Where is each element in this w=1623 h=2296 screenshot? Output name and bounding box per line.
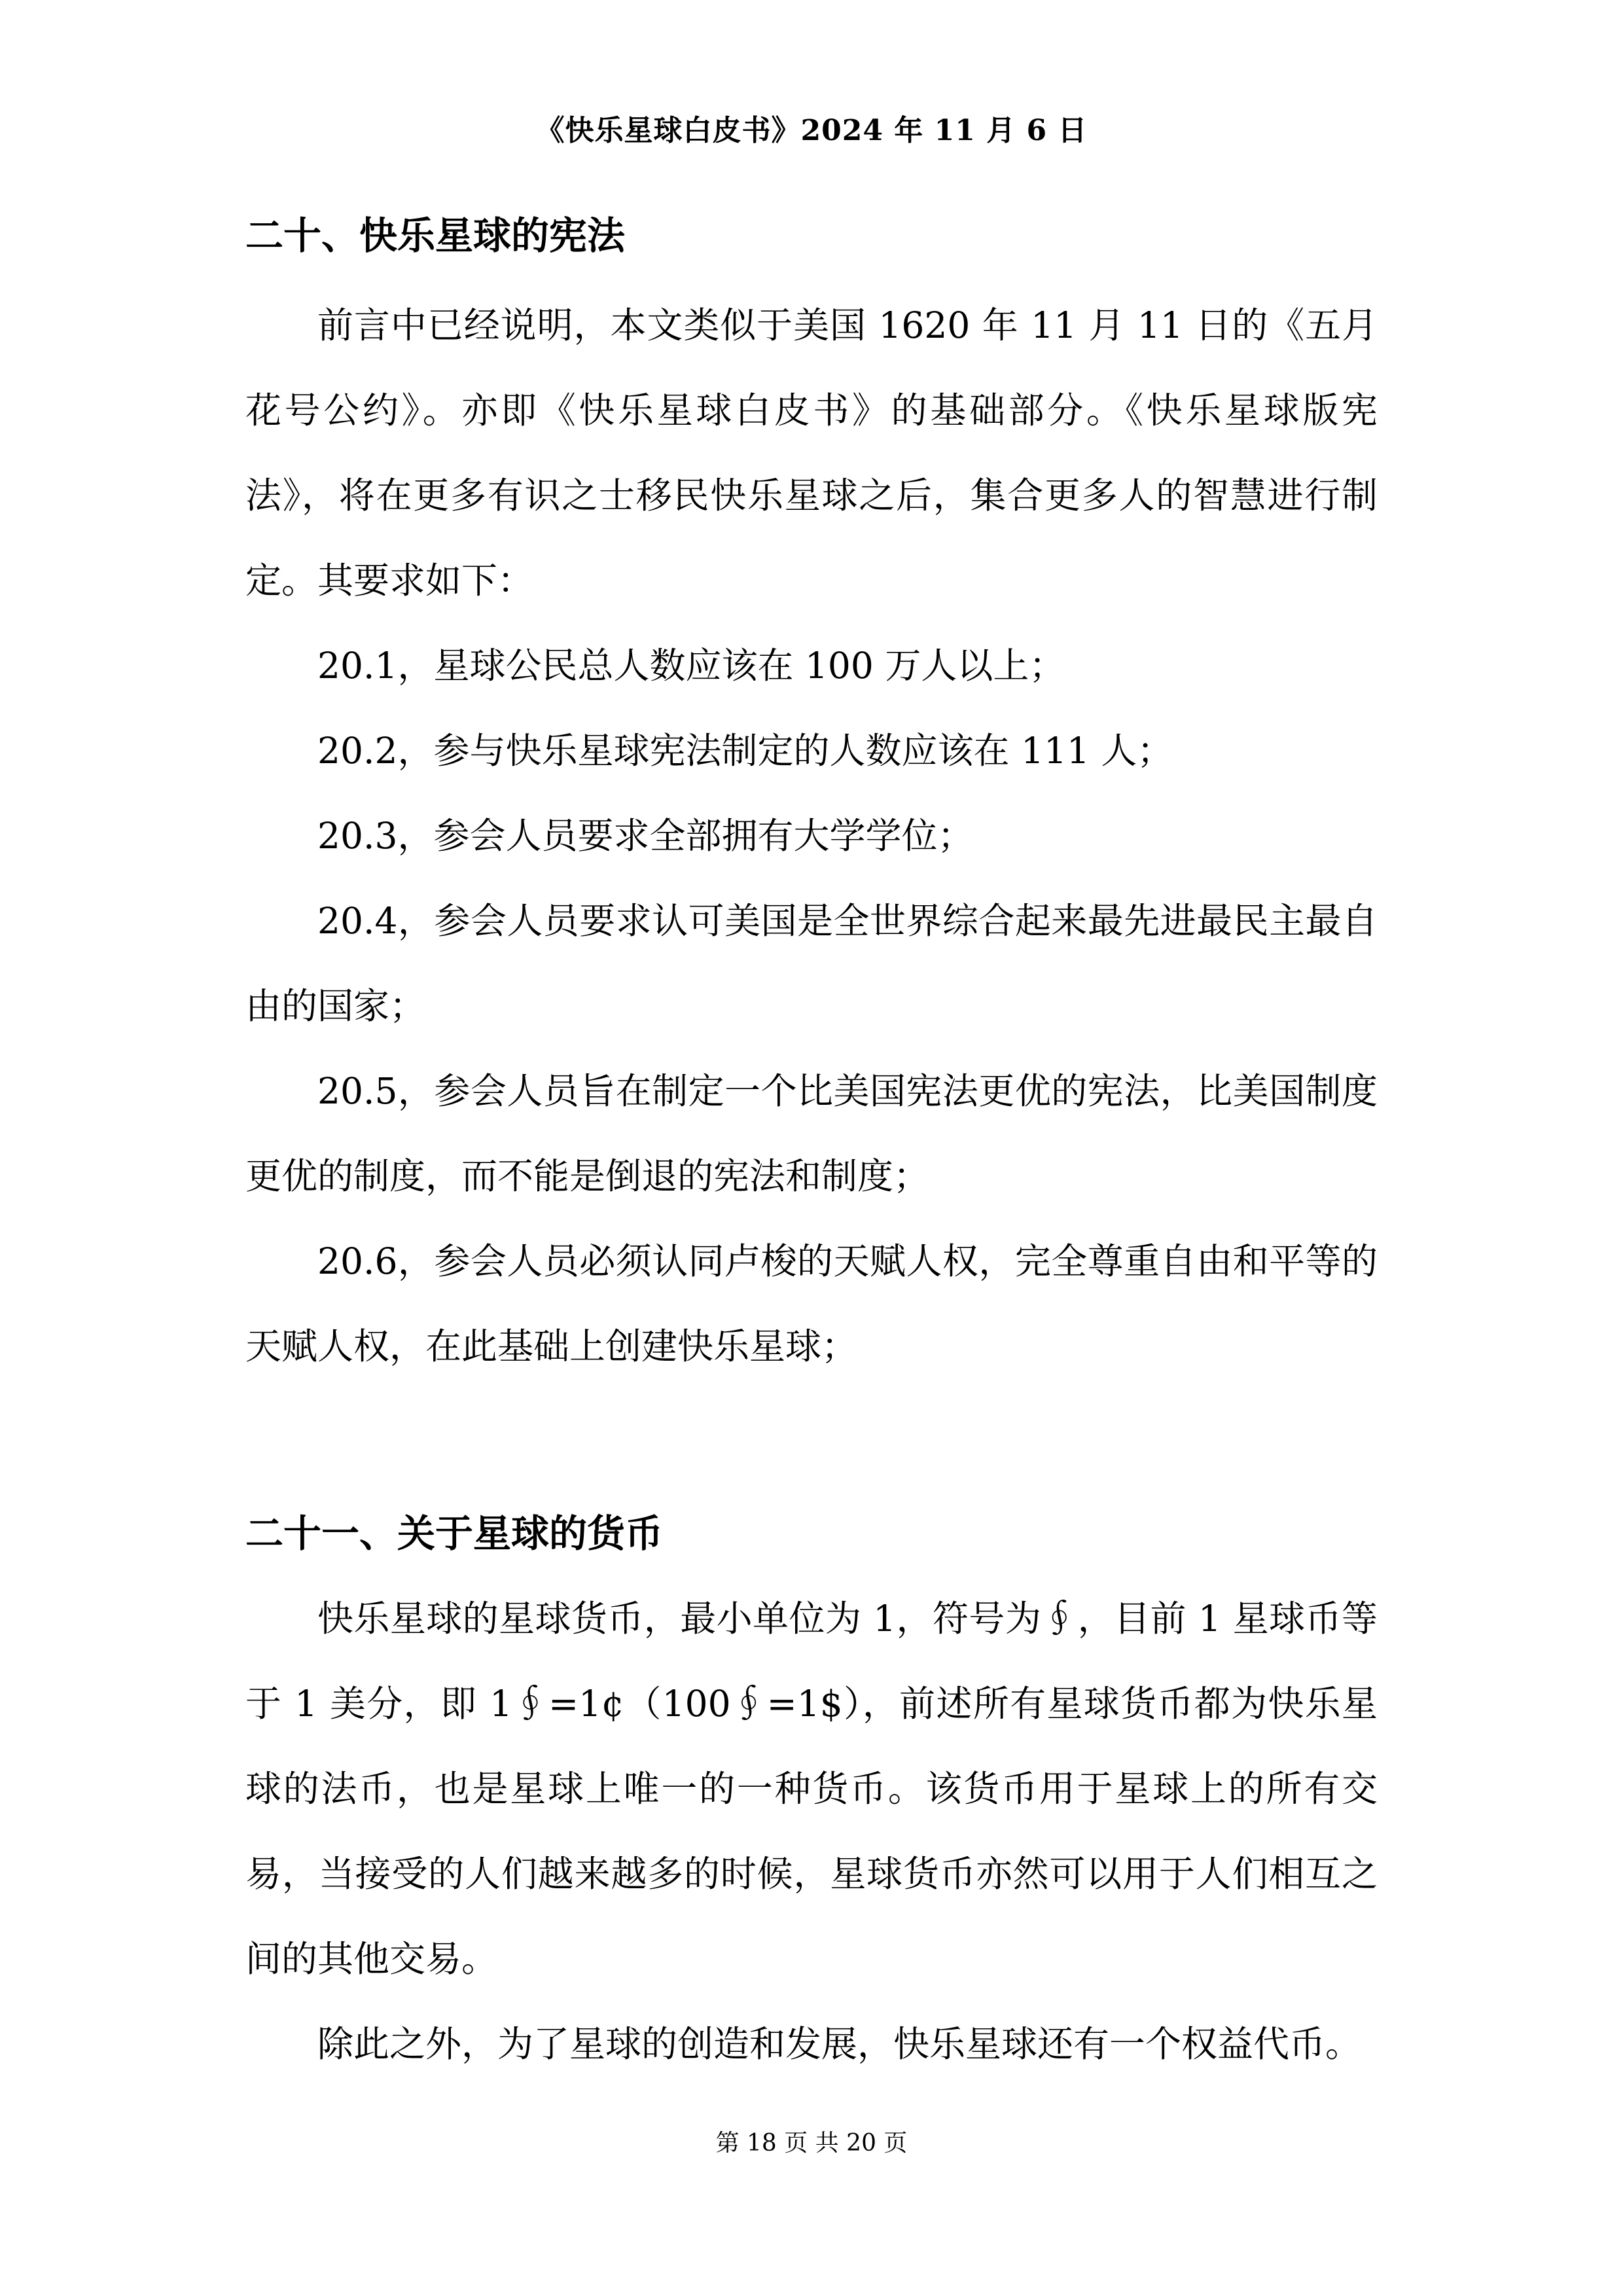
section-20-body bbox=[245, 283, 1378, 1389]
section-21-body bbox=[245, 1576, 1378, 2087]
section-21-paragraph-2: 除此之外，为了星球的创造和发展，快乐星球还有一个权益代币。 bbox=[317, 2023, 1362, 2065]
section-20-heading: 二十、快乐星球的宪法 bbox=[245, 213, 626, 258]
clause-20-2: 20.2，参与快乐星球宪法制定的人数应该在 111 人； bbox=[317, 730, 1173, 772]
clause-20-3: 20.3，参会人员要求全部拥有大学学位； bbox=[317, 815, 974, 857]
clause-20-4: 20.4，参会人员要求认可美国是全世界综合起来最先进最民主最自由的国家； bbox=[245, 900, 1378, 1027]
section-21-paragraph-1: 快乐星球的星球货币，最小单位为 1，符号为∮，目前 1 星球币等于 1 美分，即 1∮=1¢（100∮=1$），前述所有星球货币都为快乐星球的法币，也是星球上唯一的一种货币。该货币用于星球上的所有交易，当接受的人们越来越多的时候，星球货币亦然可以用于人们相互之间的其他交易。 bbox=[245, 1598, 1378, 1980]
clause-20-5: 20.5，参会人员旨在制定一个比美国宪法更优的宪法，比美国制度更优的制度，而不能是倒退的宪法和制度； bbox=[245, 1070, 1378, 1197]
page-header-title: 《快乐星球白皮书》2024 年 11 月 6 日 bbox=[535, 114, 1088, 147]
section-20-intro-paragraph: 前言中已经说明，本文类似于美国 1620 年 11 月 11 日的《五月花号公约》。亦即《快乐星球白皮书》的基础部分。《快乐星球版宪法》，将在更多有识之士移民快乐星球之后，集合更多人的智慧进行制定。其要求如下： bbox=[245, 304, 1378, 601]
section-21-heading: 二十一、关于星球的货币 bbox=[245, 1511, 664, 1556]
page-number-footer: 第 18 页 共 20 页 bbox=[715, 2130, 908, 2157]
clause-20-6: 20.6，参会人员必须认同卢梭的天赋人权，完全尊重自由和平等的天赋人权，在此基础上创建快乐星球； bbox=[245, 1240, 1378, 1367]
clause-20-1: 20.1，星球公民总人数应该在 100 万人以上； bbox=[317, 645, 1065, 687]
